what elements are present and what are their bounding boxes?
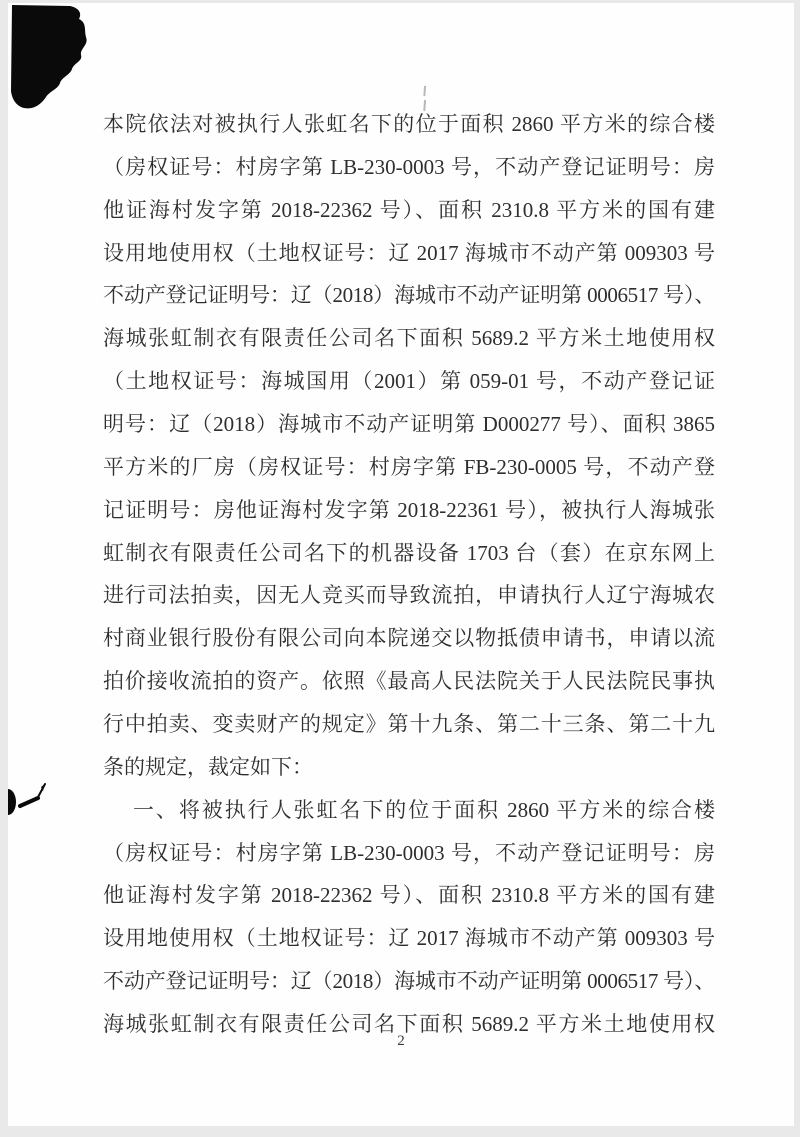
- scanned-page: [8, 3, 794, 1126]
- text-line: 他证海村发字第 2018-22362 号）、面积 2310.8 平方米的国有建: [103, 197, 715, 222]
- page-number: 2: [397, 1033, 405, 1049]
- ruling-text-body: [103, 103, 715, 1046]
- text-line: 设用地使用权（土地权证号：辽 2017 海城市不动产第 009303 号: [103, 926, 715, 951]
- text-line: 一、将被执行人张虹名下的位于面积 2860 平方米的综合楼: [133, 797, 715, 822]
- text-line: 不动产登记证明号：辽（2018）海城市不动产证明第 0006517 号）、: [103, 283, 715, 308]
- text-line: 不动产登记证明号：辽（2018）海城市不动产证明第 0006517 号）、: [103, 969, 715, 994]
- text-line: 村商业银行股份有限公司向本院递交以物抵债申请书，申请以流: [103, 626, 715, 651]
- text-line: 记证明号：房他证海村发字第 2018-22361 号），被执行人海城张: [103, 497, 715, 522]
- text-line: 本院依法对被执行人张虹名下的位于面积 2860 平方米的综合楼: [103, 112, 715, 136]
- text-line: 海城张虹制衣有限责任公司名下面积 5689.2 平方米土地使用权: [103, 1012, 715, 1037]
- text-line: （房权证号：村房字第 LB-230-0003 号，不动产登记证明号：房: [103, 154, 715, 179]
- text-line: 进行司法拍卖，因无人竞买而导致流拍，申请执行人辽宁海城农: [103, 583, 715, 608]
- ink-mark-left-edge-icon: [8, 775, 58, 825]
- text-line: （房权证号：村房字第 LB-230-0003 号，不动产登记证明号：房: [103, 840, 715, 865]
- text-line: 设用地使用权（土地权证号：辽 2017 海城市不动产第 009303 号: [103, 240, 715, 265]
- ink-blot-top-left-icon: [8, 3, 98, 118]
- text-line: 海城张虹制衣有限责任公司名下面积 5689.2 平方米土地使用权: [103, 326, 715, 351]
- text-line: 虹制衣有限责任公司名下的机器设备 1703 台（套）在京东网上: [103, 540, 715, 565]
- text-line: 他证海村发字第 2018-22362 号）、面积 2310.8 平方米的国有建: [103, 883, 715, 908]
- text-line: 条的规定，裁定如下：: [103, 754, 313, 779]
- text-line: （土地权证号：海城国用（2001）第 059-01 号，不动产登记证: [103, 369, 715, 394]
- text-line: 平方米的厂房（房权证号：村房字第 FB-230-0005 号，不动产登: [103, 454, 715, 479]
- text-line: 明号：辽（2018）海城市不动产证明第 D000277 号）、面积 3865: [103, 412, 715, 437]
- text-line: 行中拍卖、变卖财产的规定》第十九条、第二十三条、第二十九: [103, 712, 715, 737]
- text-line: 拍价接收流拍的资产。依照《最高人民法院关于人民法院民事执: [103, 669, 715, 694]
